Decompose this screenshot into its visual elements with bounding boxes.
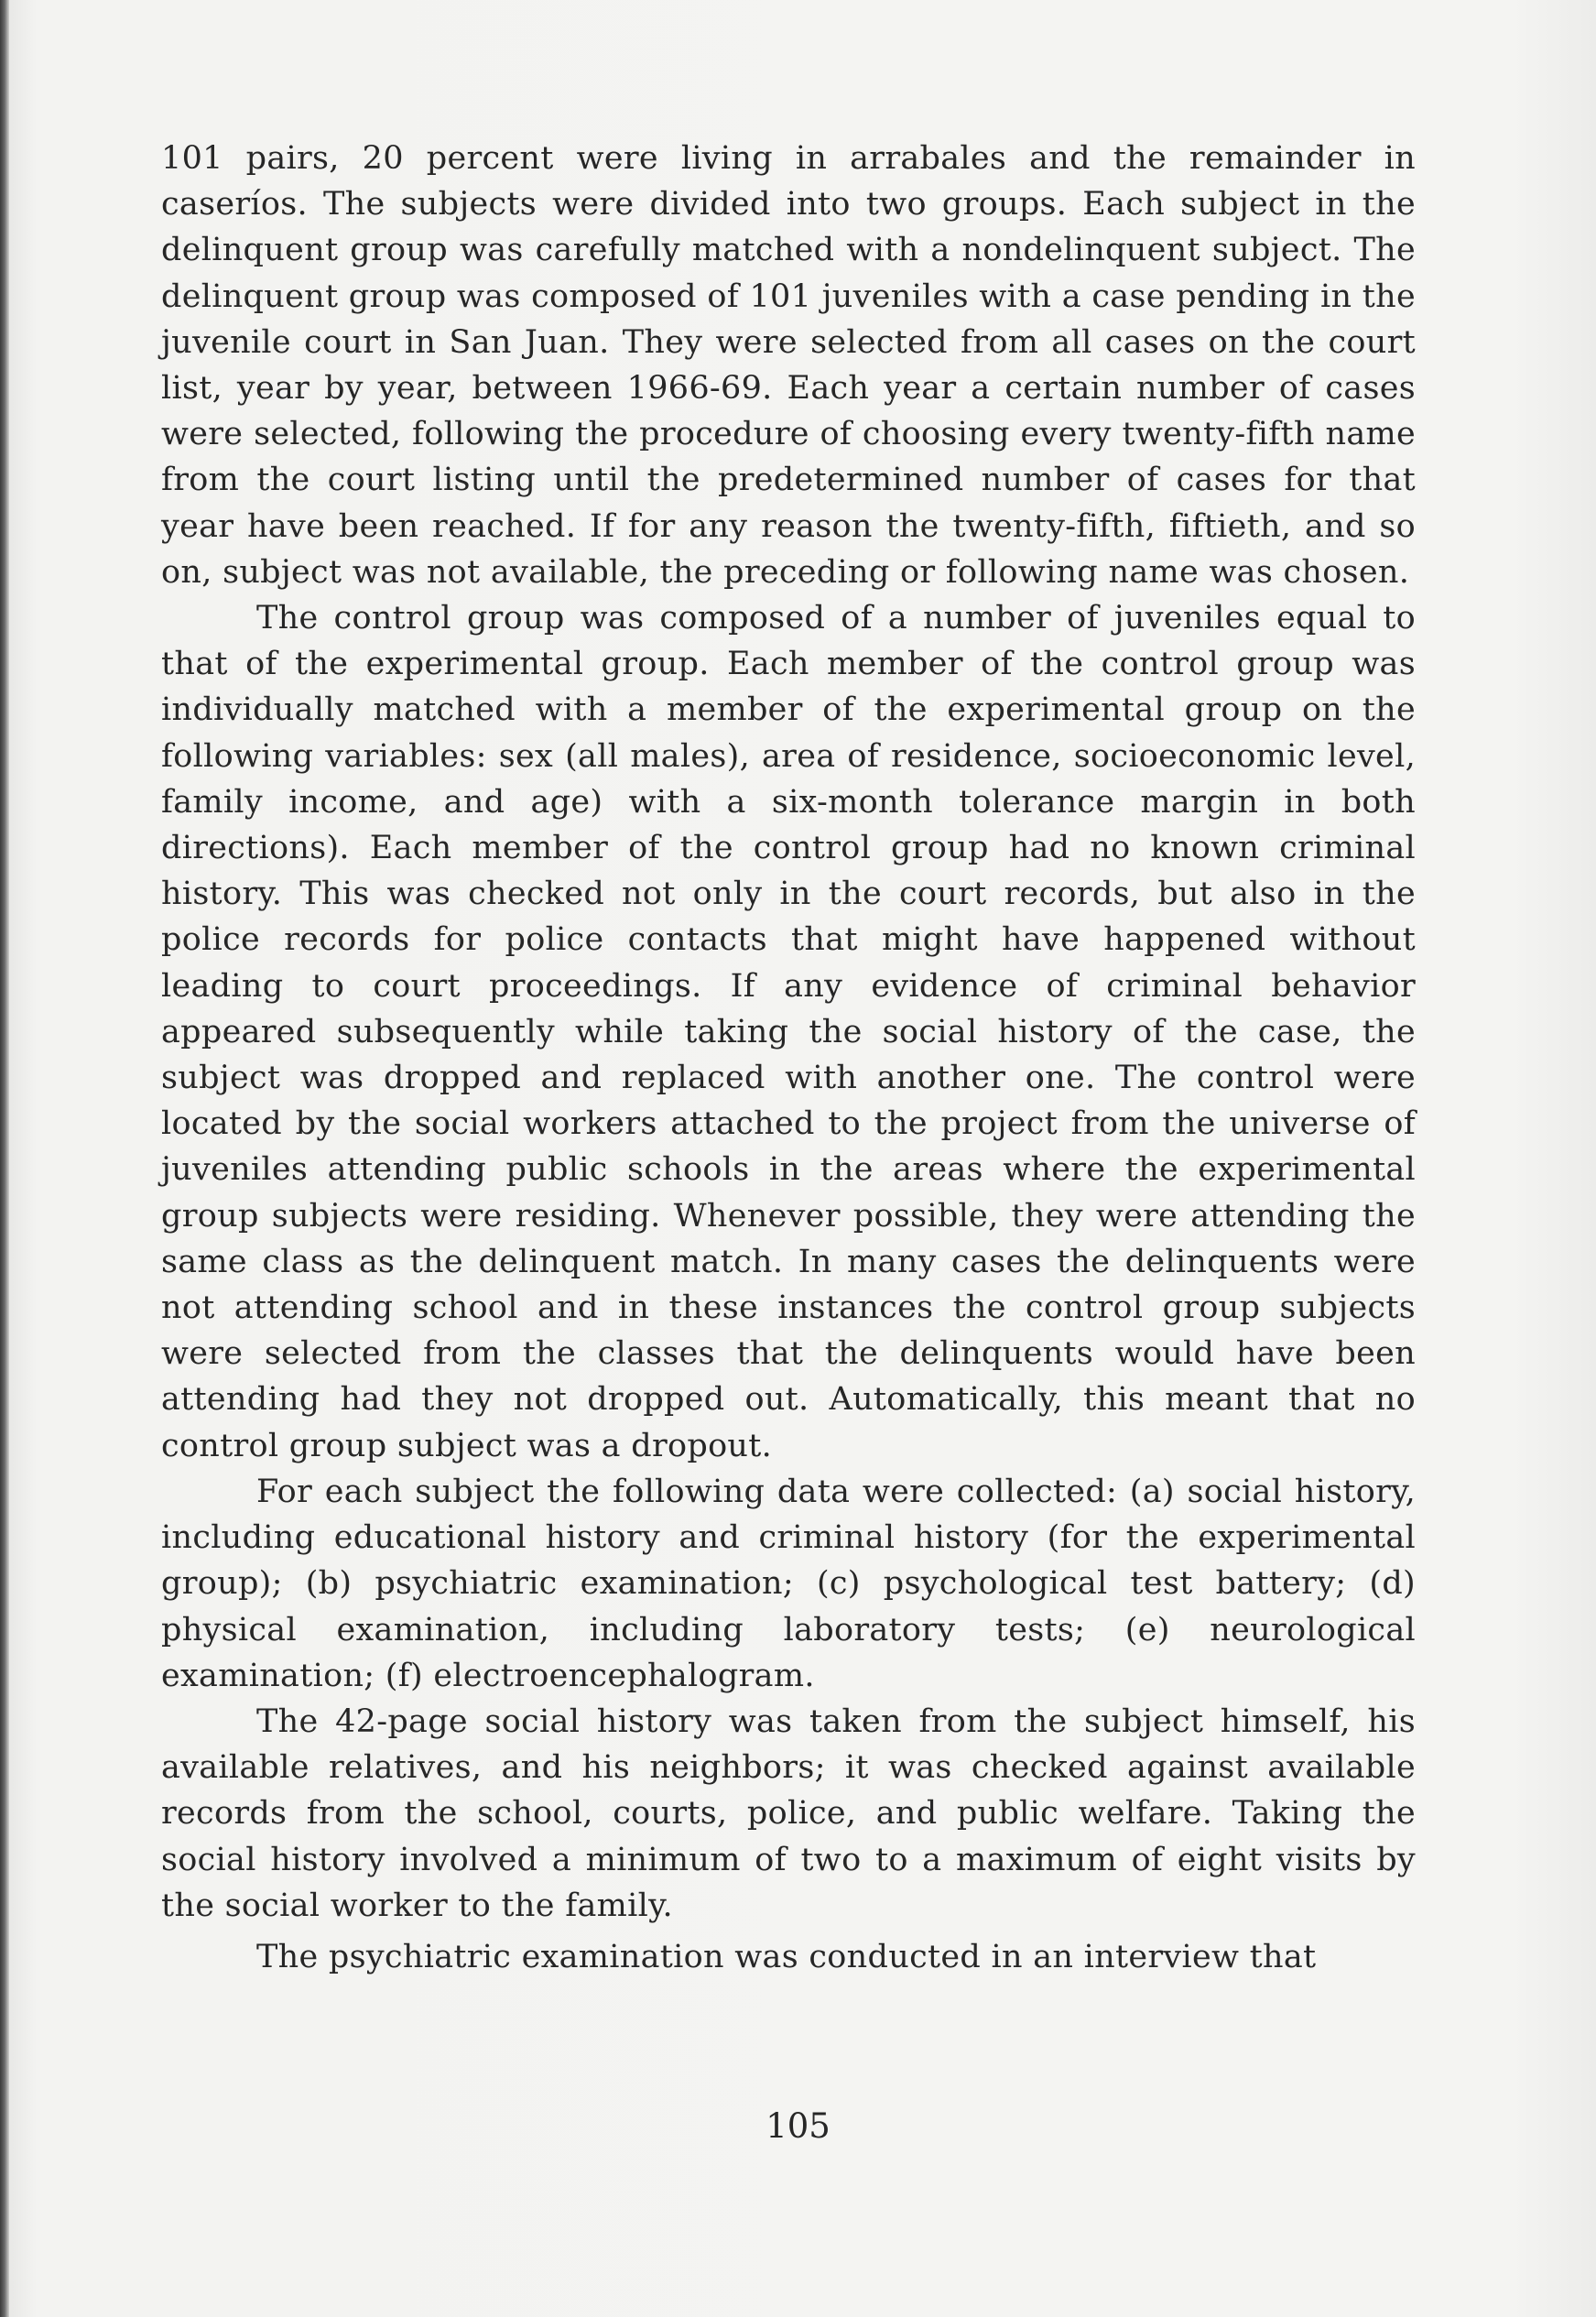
page-number-label: 105 — [765, 2106, 831, 2146]
paragraph-1: 101 pairs, 20 percent were living in arrabales and the remainder in caseríos. The subjects were divided into two groups. Each subject in the delinquent group was carefully matched with a nondelinquent subject. The delinquent group was composed of 101 juveniles with a case pending in the juvenile court in San Juan. They were selected from all cases on the court list, year by year, between 1966-69. Each year a certain number of cases were selected, following the procedure of choosing every twenty-fifth name from the court listing until the predetermined number of cases for that year have been reached. If for any reason the twenty-fifth, fiftieth, and so on, subject was not available, the preceding or following name was chosen. — [161, 140, 1416, 591]
body-text — [161, 136, 1416, 1980]
page-number — [0, 2106, 1596, 2146]
paragraph-4: The 42-page social history was taken from the subject himself, his available relatives, and his neighbors; it was checked against available records from the school, courts, police, and public welfare. Taking the social history involved a minimum of two to a maximum of eight visits by the social worker to the family. — [161, 1702, 1416, 1924]
paragraph-5: The psychiatric examination was conducted in an interview that — [256, 1938, 1317, 1975]
paragraph-3: For each subject the following data were collected: (a) social history, including educational history and criminal history (for the experimental group); (b) psychiatric examination; (c) psychological test battery; (d) physical examination, including laboratory tests; (e) neurological examination; (f) electroencephalogram. — [161, 1473, 1416, 1694]
paragraph-2: The control group was composed of a number of juveniles equal to that of the experimental group. Each member of the control group was individually matched with a member of the experimental group on the following variables: sex (all males), area of residence, socioeconomic level, family income, and age) with a six-month tolerance margin in both directions). Each member of the control group had no known criminal history. This was checked not only in the court records, but also in the police records for police contacts that might have happened without leading to court proceedings. If any evidence of criminal behavior appeared subsequently while taking the social history of the case, the subject was dropped and replaced with another one. The control were located by the social workers attached to the project from the universe of juveniles attending public schools in the areas where the experimental group subjects were residing. Whenever possible, they were attending the same class as the delinquent match. In many cases the delinquents were not attending school and in these instances the control group subjects were selected from the classes that the delinquents would have been attending had they not dropped out. Automatically, this meant that no control group subject was a dropout. — [161, 600, 1416, 1464]
page-binding-edge — [0, 0, 9, 2317]
